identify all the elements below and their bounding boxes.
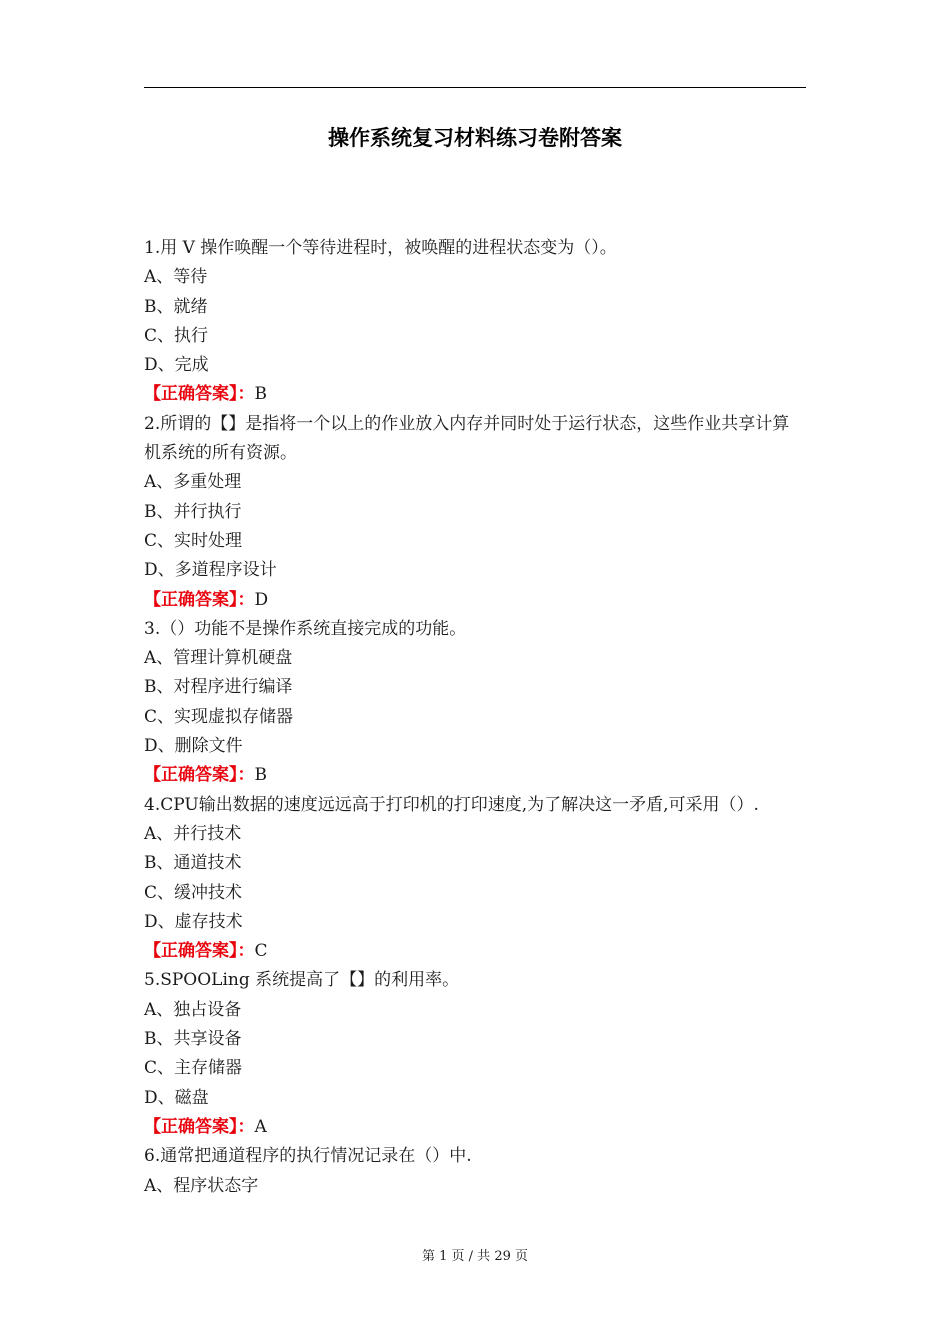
answer-line [144, 380, 806, 409]
option-c: C、执行 [144, 325, 209, 346]
option-d: D、多道程序设计 [144, 560, 277, 581]
option-c: C、主存储器 [144, 1058, 243, 1079]
question-stem: 1.用 V 操作唤醒一个等待进程时，被唤醒的进程状态变为（）。 [144, 238, 617, 258]
answer-label: 【正确答案】： [144, 589, 255, 610]
option-c: C、实现虚拟存储器 [144, 706, 294, 727]
option-a: A、等待 [144, 267, 208, 288]
question-2 [144, 410, 806, 615]
answer-value: B [254, 765, 267, 786]
question-1 [144, 234, 806, 410]
option-d: D、删除文件 [144, 736, 243, 757]
answer-line [144, 937, 806, 966]
question-stem: 5.SPOOLing 系统提高了【】的利用率。 [144, 970, 460, 991]
answer-line [144, 1113, 806, 1142]
option-d: D、磁盘 [144, 1087, 209, 1108]
option-d: D、虚存技术 [144, 911, 243, 932]
question-6 [144, 1142, 806, 1201]
answer-value: B [254, 384, 267, 405]
option-b: B、对程序进行编译 [144, 677, 293, 698]
answer-value: A [254, 1116, 267, 1137]
option-b: B、就绪 [144, 296, 208, 317]
option-a: A、多重处理 [144, 472, 242, 493]
question-stem: 3.（）功能不是操作系统直接完成的功能。 [144, 618, 467, 639]
question-4 [144, 791, 806, 967]
option-c: C、实时处理 [144, 530, 243, 551]
header-rule [144, 87, 806, 88]
answer-label: 【正确答案】： [144, 384, 255, 405]
option-b: B、共享设备 [144, 1029, 242, 1050]
answer-value: D [254, 589, 269, 610]
option-c: C、缓冲技术 [144, 882, 243, 903]
question-3 [144, 615, 806, 791]
answer-value: C [254, 941, 268, 962]
option-a: A、独占设备 [144, 999, 242, 1020]
question-stem: 6.通常把通道程序的执行情况记录在（）中. [144, 1146, 472, 1167]
answer-label: 【正确答案】： [144, 941, 255, 962]
option-d: D、完成 [144, 355, 209, 376]
answer-line [144, 761, 806, 790]
answer-label: 【正确答案】： [144, 1116, 255, 1137]
answer-label: 【正确答案】： [144, 765, 255, 786]
option-a: A、并行技术 [144, 823, 242, 844]
option-b: B、通道技术 [144, 853, 242, 874]
option-a: A、程序状态字 [144, 1175, 259, 1196]
question-stem: 4.CPU输出数据的速度远远高于打印机的打印速度,为了解决这一矛盾,可采用（）. [144, 794, 759, 815]
document-title: 操作系统复习材料练习卷附答案 [328, 126, 622, 150]
question-stem: 2.所谓的【】是指将一个以上的作业放入内存并同时处于运行状态，这些作业共享计算机系统的所有资源。 [144, 413, 790, 464]
page-footer: 第 1 页 / 共 29 页 [422, 1249, 528, 1264]
question-5 [144, 966, 806, 1142]
answer-line [144, 586, 806, 615]
question-list [144, 234, 806, 1201]
option-a: A、管理计算机硬盘 [144, 648, 293, 669]
option-b: B、并行执行 [144, 501, 242, 522]
